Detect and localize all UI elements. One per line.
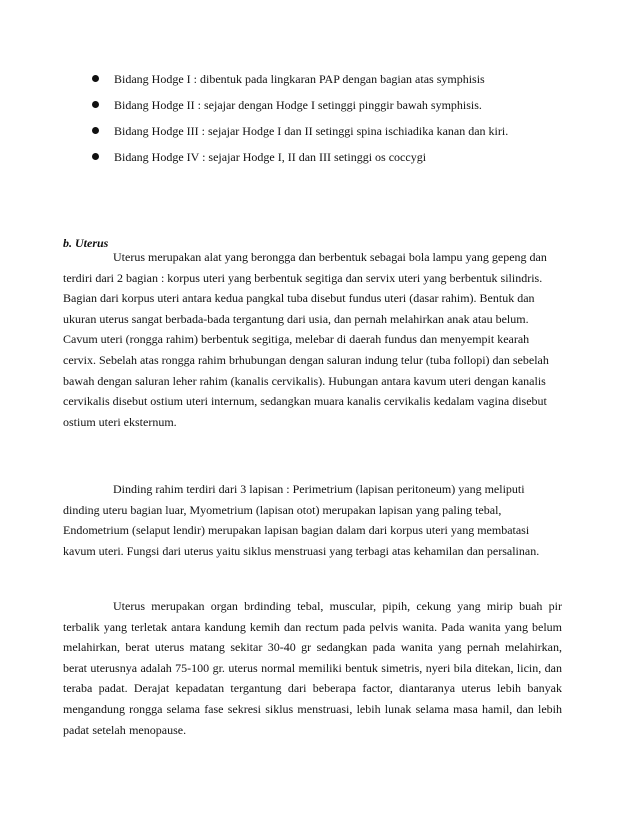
list-item <box>92 98 612 112</box>
paragraph-uterus-organ: Uterus merupakan organ brdinding tebal, muscular, pipih, cekung yang mirip buah pir terbalik yang terletak antara kandung kemih dan rectum pada pelvis wanita. Pada wanita yang belum melahirkan, berat uterus matang sekitar 30-40 gr sedangkan pada wanita yang pernah melahirkan, berat uterusnya adalah 75-100 gr. uterus normal memiliki bentuk simetris, nyeri bila ditekan, licin, dan teraba padat. Derajat kepadatan tergantung dari beberapa factor, diantaranya uterus lebih banyak mengandung rongga selama fase sekresi siklus menstruasi, lebih lunak selama masa hamil, dan lebih padat setelah menopause. <box>63 599 562 737</box>
list-item-text: Bidang Hodge IV : sejajar Hodge I, II dan III setinggi os coccygi <box>114 150 427 164</box>
bullet-icon <box>92 153 99 160</box>
bullet-icon <box>92 127 99 134</box>
hodge-plane-list <box>92 72 612 176</box>
list-item-text: Bidang Hodge III : sejajar Hodge I dan II setinggi spina ischiadika kanan dan kiri. <box>114 124 509 138</box>
list-item-text: Bidang Hodge II : sejajar dengan Hodge I setinggi pinggir bawah symphisis. <box>114 98 482 112</box>
bullet-icon <box>92 75 99 82</box>
paragraph-uterus-wall: Dinding rahim terdiri dari 3 lapisan : Perimetrium (lapisan peritoneum) yang meliputi dinding uteru bagian luar, Myometrium (lapisan otot) merupakan lapisan yang paling tebal, Endometrium (selaput lendir) merupakan lapisan bagian dalam dari korpus uteri yang membatasi kavum uteri. Fungsi dari uterus yaitu siklus menstruasi yang terbagi atas kehamilan dan persalinan. <box>63 482 540 558</box>
list-item-text: Bidang Hodge I : dibentuk pada lingkaran PAP dengan bagian atas symphisis <box>114 72 485 86</box>
list-item <box>92 124 612 138</box>
section-heading: b. Uterus <box>63 236 109 250</box>
paragraph-uterus-description: Uterus merupakan alat yang berongga dan berbentuk sebagai bola lampu yang gepeng dan terdiri dari 2 bagian : korpus uteri yang berbentuk segitiga dan servix uteri yang berbentuk silindris. Bagian dari korpus uteri antara kedua pangkal tuba disebut fundus uteri (dasar rahim). Bentuk dan ukuran uterus sangat berbada-bada tergantung dari usia, dan pernah melahirkan anak atau belum. Cavum uteri (rongga rahim) berbentuk segitiga, melebar di daerah fundus dan menyempit kearah cervix. Sebelah atas rongga rahim brhubungan dengan saluran indung telur (tuba follopi) dan sebelah bawah dengan saluran leher rahim (kanalis cervikalis). Hubungan antara kavum uteri dengan kanalis cervikalis disebut ostium uteri internum, sedangkan muara kanalis cervikalis kedalam vagina disebut ostium uteri eksternum. <box>63 250 549 429</box>
bullet-icon <box>92 101 99 108</box>
list-item <box>92 150 612 164</box>
list-item <box>92 72 612 86</box>
